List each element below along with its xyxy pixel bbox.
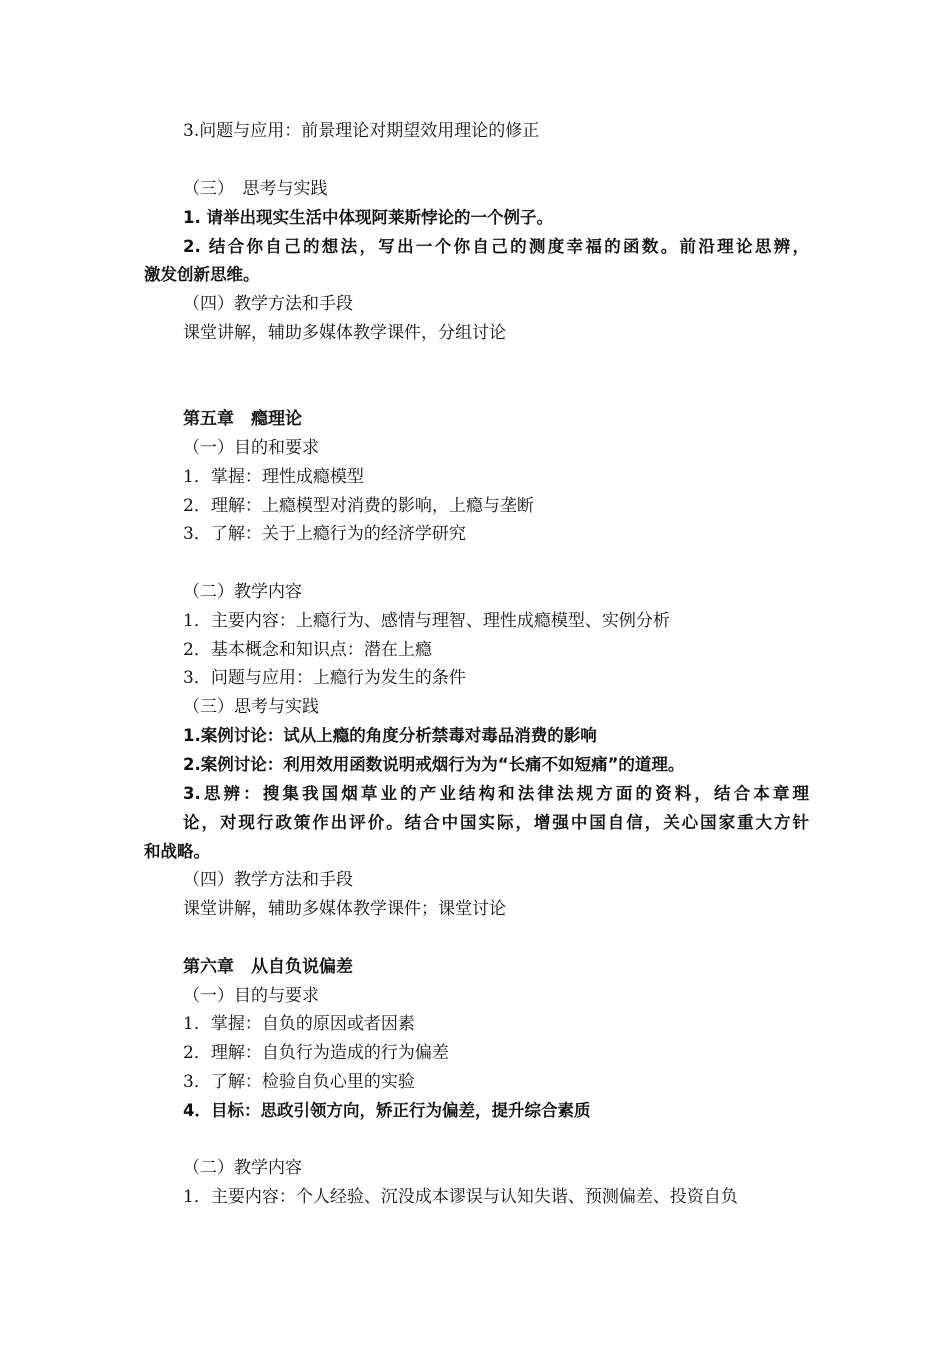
ch6-title: 第六章 从自负说偏差 <box>183 957 353 977</box>
ch5-method-text: 课堂讲解，辅助多媒体教学课件；课堂讨论 <box>183 899 506 919</box>
ch4-think-item-2-line-1: 2. 结合你自己的想法，写出一个你自己的测度幸福的函数。前沿理论思辨， <box>183 237 809 256</box>
ch4-think-item-1: 1. 请举出现实生活中体现阿莱斯悖论的一个例子。 <box>183 208 553 227</box>
ch6-goal-3: 3．了解：检验自负心里的实验 <box>183 1072 415 1092</box>
ch4-method-heading: （四）教学方法和手段 <box>183 294 353 314</box>
ch6-content-heading: （二）教学内容 <box>183 1158 302 1178</box>
ch5-think-3-line-3: 和战略。 <box>144 842 210 861</box>
ch5-title: 第五章 瘾理论 <box>183 409 302 429</box>
ch6-goal-1: 1．掌握：自负的原因或者因素 <box>183 1014 415 1034</box>
ch5-think-3-line-2: 论，对现行政策作出评价。结合中国实际，增强中国自信，关心国家重大方针 <box>183 813 809 832</box>
ch4-think-heading: （三） 思考与实践 <box>183 179 328 199</box>
ch6-goals-heading: （一）目的与要求 <box>183 986 319 1006</box>
ch6-goal-4: 4．目标：思政引领方向，矫正行为偏差，提升综合素质 <box>183 1101 591 1120</box>
ch5-think-3-line-1: 3.思辨：搜集我国烟草业的产业结构和法律法规方面的资料，结合本章理 <box>183 784 809 803</box>
ch5-content-2: 2．基本概念和知识点：潜在上瘾 <box>183 640 432 660</box>
ch4-method-text: 课堂讲解，辅助多媒体教学课件，分组讨论 <box>183 323 506 343</box>
ch5-goal-3: 3．了解：关于上瘾行为的经济学研究 <box>183 524 466 544</box>
ch5-method-heading: （四）教学方法和手段 <box>183 870 353 890</box>
ch5-think-2: 2.案例讨论：利用效用函数说明戒烟行为为“长痛不如短痛”的道理。 <box>183 755 685 774</box>
ch5-content-1: 1．主要内容：上瘾行为、感情与理智、理性成瘾模型、实例分析 <box>183 611 670 631</box>
ch4-problem-application: 3.问题与应用：前景理论对期望效用理论的修正 <box>183 121 540 141</box>
ch5-content-3: 3．问题与应用：上瘾行为发生的条件 <box>183 668 466 688</box>
ch5-goal-1: 1．掌握：理性成瘾模型 <box>183 467 364 487</box>
ch5-goal-2: 2．理解：上瘾模型对消费的影响，上瘾与垄断 <box>183 496 534 516</box>
ch5-think-heading: （三）思考与实践 <box>183 697 319 717</box>
ch4-think-item-2-line-2: 激发创新思维。 <box>144 265 260 284</box>
ch6-goal-2: 2．理解：自负行为造成的行为偏差 <box>183 1043 449 1063</box>
ch5-content-heading: （二）教学内容 <box>183 582 302 602</box>
ch5-goals-heading: （一）目的和要求 <box>183 438 319 458</box>
ch5-think-1: 1.案例讨论：试从上瘾的角度分析禁毒对毒品消费的影响 <box>183 726 597 745</box>
ch6-content-1: 1．主要内容：个人经验、沉没成本谬误与认知失谐、预测偏差、投资自负 <box>183 1187 738 1207</box>
